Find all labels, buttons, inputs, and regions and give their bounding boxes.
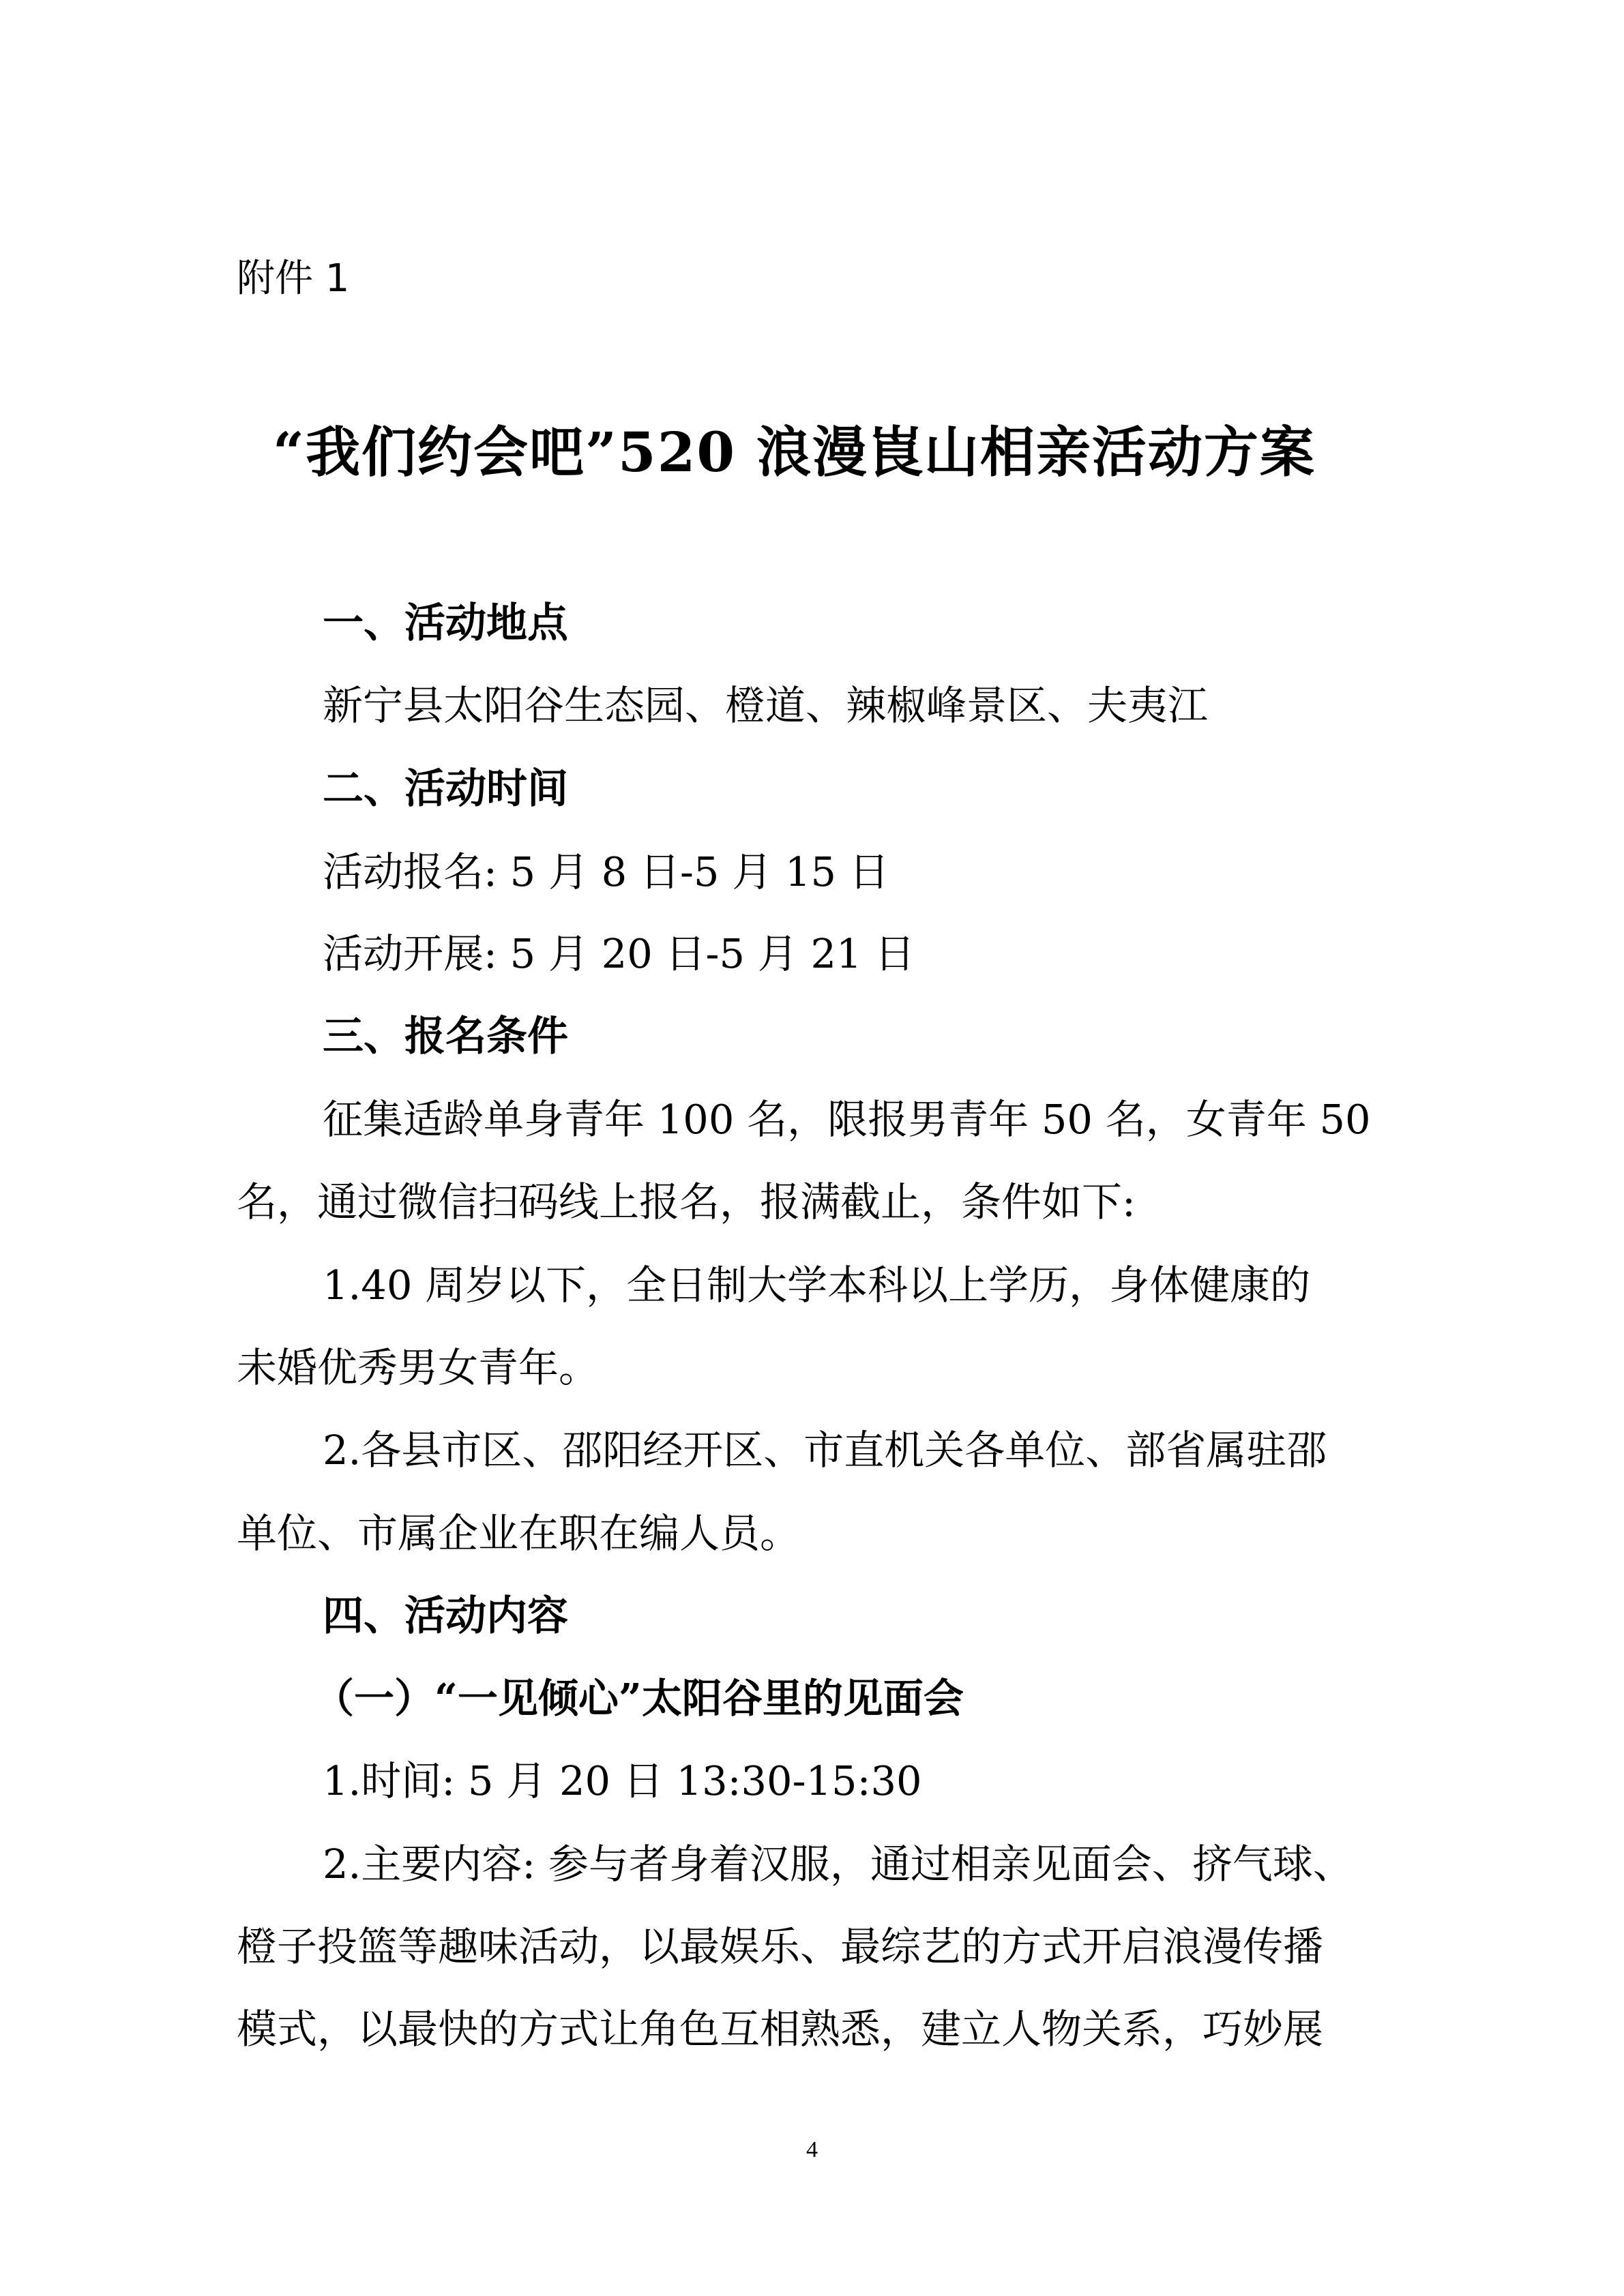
page-number: 4 — [806, 2137, 818, 2162]
location-text: 新宁县太阳谷生态园、橙道、辣椒峰景区、夫夷江 — [323, 682, 1209, 729]
registration-time: 活动报名: 5 月 8 日-5 月 15 日 — [323, 848, 889, 895]
section-heading-conditions: 三、报名条件 — [323, 1013, 568, 1060]
conditions-intro-line-2: 名，通过微信扫码线上报名，报满截止，条件如下: — [237, 1178, 1136, 1225]
content-main-line-2: 橙子投篮等趣味活动，以最娱乐、最综艺的方式开启浪漫传播 — [237, 1923, 1324, 1970]
page-title: “我们约会吧”520 浪漫崀山相亲活动方案 — [273, 420, 1316, 484]
attachment-label: 附件 1 — [237, 256, 350, 301]
content-main-line-1: 2.主要内容: 参与者身着汉服，通过相亲见面会、挤气球、 — [323, 1840, 1353, 1888]
conditions-intro-line-1 — [323, 1096, 1407, 1143]
section-heading-time: 二、活动时间 — [323, 765, 568, 813]
event-time: 活动开展: 5 月 20 日-5 月 21 日 — [323, 930, 915, 977]
content-subheading-1: （一）“一见倾心”太阳谷里的见面会 — [314, 1675, 964, 1722]
condition-item-2-line-2: 单位、市属企业在职在编人员。 — [237, 1510, 801, 1557]
condition-item-1-line-1: 1.40 周岁以下，全日制大学本科以上学历，身体健康的 — [323, 1262, 1311, 1309]
condition-item-1-line-2: 未婚优秀男女青年。 — [237, 1344, 600, 1391]
condition-item-2-line-1: 2.各县市区、邵阳经开区、市直机关各单位、部省属驻邵 — [323, 1427, 1327, 1474]
section-heading-content: 四、活动内容 — [323, 1592, 568, 1640]
content-time-line: 1.时间: 5 月 20 日 13:30-15:30 — [323, 1757, 922, 1804]
section-heading-location: 一、活动地点 — [323, 599, 568, 647]
conditions-intro-text-1: 征集适龄单身青年 100 名，限报男青年 50 名，女青年 50 — [323, 1096, 1371, 1143]
content-main-line-3: 模式，以最快的方式让角色互相熟悉，建立人物关系，巧妙展 — [237, 2006, 1324, 2053]
